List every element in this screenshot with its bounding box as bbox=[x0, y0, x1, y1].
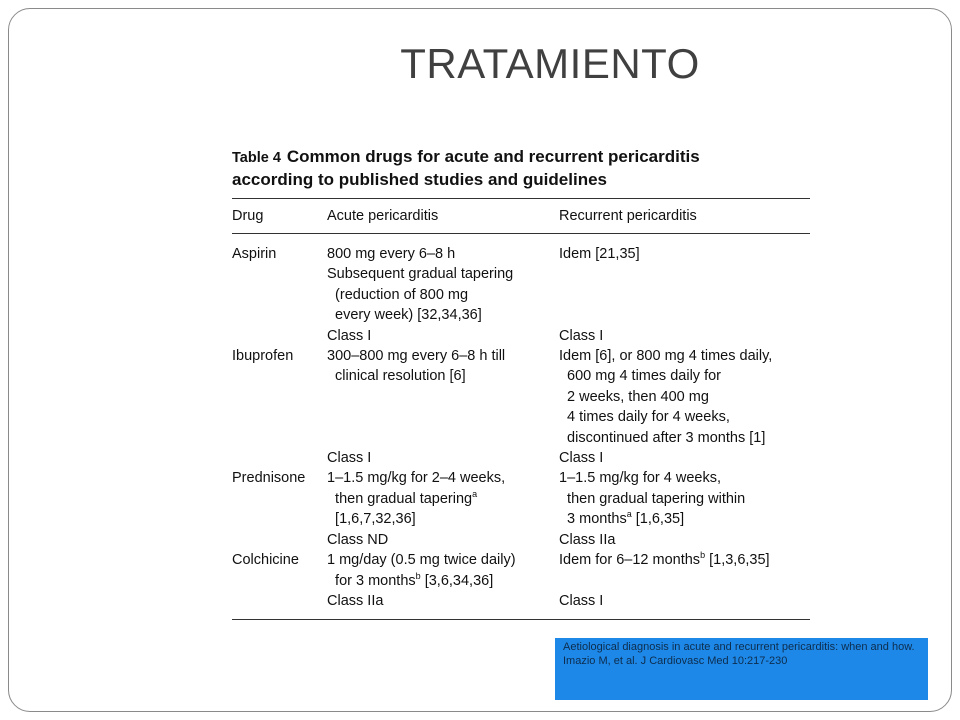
cell-acute-text: every week) [32,34,36] bbox=[327, 307, 482, 324]
cell-recurrent-text: Idem [6], or 800 mg 4 times daily, bbox=[559, 348, 773, 365]
cell-acute-text: Class I bbox=[327, 450, 372, 467]
cell-acute bbox=[327, 285, 559, 305]
table-row bbox=[232, 305, 810, 325]
cell-acute-text: clinical resolution [6] bbox=[327, 368, 466, 385]
cell-acute-text: 1 mg/day (0.5 mg twice daily) bbox=[327, 552, 516, 569]
cell-drug: Colchicine bbox=[232, 552, 299, 569]
cell-recurrent bbox=[559, 550, 810, 570]
cell-drug bbox=[232, 264, 327, 284]
table-row bbox=[232, 530, 810, 550]
cell-drug: Prednisone bbox=[232, 470, 306, 487]
cell-drug bbox=[232, 571, 327, 591]
cell-recurrent bbox=[559, 571, 810, 591]
table-body bbox=[232, 234, 810, 611]
cell-recurrent-text: then gradual tapering within bbox=[559, 490, 746, 507]
table-row bbox=[232, 550, 810, 570]
cell-acute-text: [1,6,7,32,36] bbox=[327, 511, 416, 528]
cell-recurrent bbox=[559, 509, 810, 529]
cell-acute-text: Class IIa bbox=[327, 592, 384, 609]
footnote-marker: a bbox=[472, 488, 478, 499]
cell-acute-ref: [3,6,34,36] bbox=[420, 572, 494, 589]
table-row bbox=[232, 571, 810, 591]
cell-recurrent-text: Class I bbox=[559, 450, 604, 467]
table-caption-line1: Common drugs for acute and recurrent pericarditis bbox=[286, 147, 700, 166]
cell-acute bbox=[327, 468, 559, 488]
cell-drug bbox=[232, 285, 327, 305]
table-row bbox=[232, 428, 810, 448]
cell-acute bbox=[327, 244, 559, 264]
cell-acute-text: 1–1.5 mg/kg for 2–4 weeks, bbox=[327, 470, 506, 487]
table-row bbox=[232, 326, 810, 346]
table-row bbox=[232, 387, 810, 407]
cell-recurrent bbox=[559, 387, 810, 407]
cell-drug bbox=[232, 591, 327, 611]
cell-recurrent bbox=[559, 326, 810, 346]
cell-acute bbox=[327, 530, 559, 550]
cell-recurrent-text: Class I bbox=[559, 327, 604, 344]
cell-acute bbox=[327, 326, 559, 346]
cell-drug bbox=[232, 489, 327, 509]
cell-recurrent bbox=[559, 264, 810, 284]
cell-recurrent-text: 600 mg 4 times daily for bbox=[559, 368, 721, 385]
slide-title: TRATAMIENTO bbox=[400, 40, 700, 87]
cell-acute bbox=[327, 305, 559, 325]
cell-recurrent-text: 3 months bbox=[559, 511, 627, 528]
table-row bbox=[232, 285, 810, 305]
cell-acute bbox=[327, 550, 559, 570]
cell-drug bbox=[232, 366, 327, 386]
footnote-marker: a bbox=[626, 509, 632, 520]
table-bottom-rule bbox=[232, 619, 810, 620]
cell-recurrent-text: discontinued after 3 months [1] bbox=[559, 429, 766, 446]
cell-recurrent bbox=[559, 468, 810, 488]
cell-drug bbox=[232, 326, 327, 346]
cell-acute bbox=[327, 346, 559, 366]
citation-box: Aetiological diagnosis in acute and recurrent pericarditis: when and how. Imazio M, et al. J Cardiovasc Med 10:217-230 bbox=[555, 638, 928, 700]
cell-acute bbox=[327, 591, 559, 611]
cell-drug bbox=[232, 387, 327, 407]
cell-acute bbox=[327, 489, 559, 509]
cell-recurrent bbox=[559, 428, 810, 448]
cell-acute-text: then gradual tapering bbox=[327, 490, 473, 507]
table-row bbox=[232, 346, 810, 366]
cell-acute bbox=[327, 366, 559, 386]
table-label: Table 4 bbox=[232, 150, 281, 166]
cell-acute bbox=[327, 428, 559, 448]
table-row bbox=[232, 244, 810, 264]
cell-drug: Aspirin bbox=[232, 246, 277, 262]
header-drug: Drug bbox=[232, 208, 264, 224]
cell-recurrent bbox=[559, 244, 810, 264]
cell-acute-text: 300–800 mg every 6–8 h till bbox=[327, 348, 506, 365]
cell-drug bbox=[232, 407, 327, 427]
cell-recurrent bbox=[559, 366, 810, 386]
cell-acute-text: (reduction of 800 mg bbox=[327, 286, 469, 303]
cell-acute bbox=[327, 509, 559, 529]
cell-recurrent bbox=[559, 489, 810, 509]
cell-drug bbox=[232, 509, 327, 529]
table-row bbox=[232, 264, 810, 284]
cell-recurrent bbox=[559, 448, 810, 468]
cell-recurrent bbox=[559, 530, 810, 550]
header-acute: Acute pericarditis bbox=[327, 208, 439, 224]
cell-recurrent-text: Class IIa bbox=[559, 531, 616, 548]
table-row bbox=[232, 591, 810, 611]
cell-drug bbox=[232, 530, 327, 550]
table-row bbox=[232, 407, 810, 427]
cell-acute bbox=[327, 264, 559, 284]
cell-recurrent bbox=[559, 591, 810, 611]
cell-recurrent-text: 4 times daily for 4 weeks, bbox=[559, 409, 730, 426]
cell-acute-text: 800 mg every 6–8 h bbox=[327, 246, 456, 262]
cell-acute-text: Class ND bbox=[327, 531, 389, 548]
cell-recurrent-ref: [1,6,35] bbox=[631, 511, 685, 528]
table-caption bbox=[232, 146, 810, 190]
footnote-marker: b bbox=[700, 550, 706, 561]
cell-acute-text: for 3 months bbox=[327, 572, 416, 589]
header-recurrent: Recurrent pericarditis bbox=[559, 208, 697, 224]
cell-drug bbox=[232, 305, 327, 325]
table-row bbox=[232, 468, 810, 488]
cell-recurrent-text: 1–1.5 mg/kg for 4 weeks, bbox=[559, 470, 721, 487]
cell-acute-text: Class I bbox=[327, 327, 372, 344]
table-row bbox=[232, 448, 810, 468]
cell-drug bbox=[232, 428, 327, 448]
footnote-marker: b bbox=[415, 570, 421, 581]
cell-recurrent bbox=[559, 346, 810, 366]
cell-recurrent bbox=[559, 285, 810, 305]
table-caption-line2: according to published studies and guidelines bbox=[232, 170, 607, 189]
table-row bbox=[232, 366, 810, 386]
cell-acute bbox=[327, 448, 559, 468]
cell-acute-text: Subsequent gradual tapering bbox=[327, 266, 514, 283]
cell-acute bbox=[327, 387, 559, 407]
table-row bbox=[232, 489, 810, 509]
cell-drug bbox=[232, 448, 327, 468]
cell-recurrent-ref: [1,3,6,35] bbox=[705, 552, 770, 569]
table-header-row bbox=[232, 199, 810, 233]
cell-recurrent bbox=[559, 407, 810, 427]
cell-recurrent-text: Idem for 6–12 months bbox=[559, 552, 701, 569]
cell-recurrent bbox=[559, 305, 810, 325]
cell-drug: Ibuprofen bbox=[232, 348, 294, 365]
cell-acute bbox=[327, 407, 559, 427]
cell-recurrent-text: Idem [21,35] bbox=[559, 246, 640, 262]
cell-acute bbox=[327, 571, 559, 591]
cell-recurrent-text: 2 weeks, then 400 mg bbox=[559, 388, 709, 405]
table-row bbox=[232, 509, 810, 529]
drug-table bbox=[232, 146, 810, 620]
cell-recurrent-text: Class I bbox=[559, 592, 604, 609]
